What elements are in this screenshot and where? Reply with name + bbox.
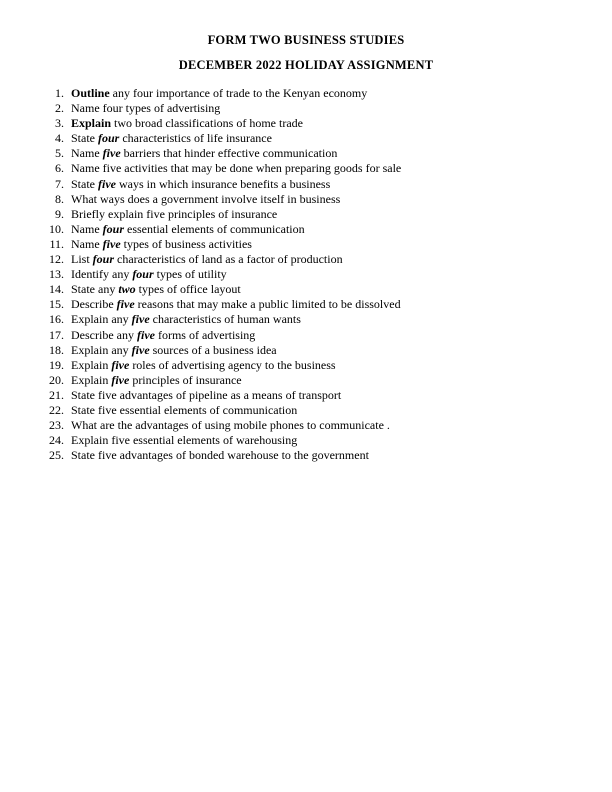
item-text: State five advantages of pipeline as a means of transport [71, 387, 342, 402]
item-number: 21. [49, 387, 64, 402]
item-text: Explain any five characteristics of human wants [71, 312, 301, 327]
item-text: List four characteristics of land as a factor of production [71, 252, 343, 267]
list-item [44, 116, 572, 131]
item-number: 18. [49, 342, 64, 357]
item-number: 14. [49, 282, 64, 297]
item-text: Name five barriers that hinder effective communication [71, 146, 338, 161]
list-item [44, 177, 572, 192]
item-text: Briefly explain five principles of insurance [71, 206, 278, 221]
item-text: Identify any four types of utility [71, 267, 227, 282]
list-item [44, 101, 572, 116]
item-text: State any two types of office layout [71, 282, 241, 297]
item-text: Name four types of advertising [71, 101, 221, 116]
item-text: Explain two broad classifications of home trade [71, 116, 303, 131]
item-text: Describe five reasons that may make a public limited to be dissolved [71, 297, 401, 312]
item-number: 7. [55, 176, 64, 191]
list-item [44, 222, 572, 237]
list-item [44, 448, 572, 463]
list-item [44, 86, 572, 101]
item-text: Describe any five forms of advertising [71, 327, 256, 342]
list-item [44, 433, 572, 448]
item-number: 20. [49, 372, 64, 387]
item-text: What are the advantages of using mobile phones to communicate . [71, 418, 390, 433]
list-item [44, 161, 572, 176]
item-text: State four characteristics of life insurance [71, 131, 272, 146]
item-number: 11. [49, 236, 64, 251]
list-item [44, 146, 572, 161]
item-number: 6. [55, 161, 64, 176]
item-text: Name five types of business activities [71, 236, 252, 251]
item-number: 4. [55, 131, 64, 146]
list-item [44, 237, 572, 252]
item-text: Explain any five sources of a business idea [71, 342, 277, 357]
document-subtitle: DECEMBER 2022 HOLIDAY ASSIGNMENT [178, 58, 434, 72]
list-item [44, 328, 572, 343]
item-number: 19. [49, 357, 64, 372]
item-number: 8. [55, 191, 64, 206]
list-item [44, 343, 572, 358]
list-item [44, 312, 572, 327]
item-number: 24. [49, 433, 64, 448]
list-item [44, 358, 572, 373]
item-text: Name four essential elements of communication [71, 221, 305, 236]
list-item [44, 267, 572, 282]
item-text: State five advantages of bonded warehouse to the government [71, 448, 369, 463]
item-text: Outline any four importance of trade to the Kenyan economy [71, 86, 368, 100]
list-item [44, 282, 572, 297]
list-item [44, 131, 572, 146]
item-number: 13. [49, 267, 64, 282]
item-number: 10. [49, 221, 64, 236]
list-item [44, 252, 572, 267]
question-list [40, 86, 572, 463]
item-text: Explain five roles of advertising agency to the business [71, 357, 336, 372]
list-item [44, 418, 572, 433]
item-text: Explain five essential elements of warehousing [71, 433, 298, 448]
item-number: 9. [55, 206, 64, 221]
item-text: State five essential elements of communication [71, 402, 298, 417]
item-number: 1. [55, 86, 64, 100]
list-item [44, 207, 572, 222]
list-item [44, 192, 572, 207]
item-text: Name five activities that may be done when preparing goods for sale [71, 161, 402, 176]
list-item [44, 297, 572, 312]
item-number: 3. [55, 116, 64, 131]
item-number: 2. [55, 101, 64, 116]
document-title: FORM TWO BUSINESS STUDIES [207, 33, 405, 47]
list-item [44, 388, 572, 403]
item-number: 15. [49, 297, 64, 312]
item-number: 25. [49, 448, 64, 463]
item-number: 22. [49, 402, 64, 417]
list-item [44, 403, 572, 418]
item-number: 23. [49, 418, 64, 433]
item-text: State five ways in which insurance benefits a business [71, 176, 331, 191]
item-number: 5. [55, 146, 64, 161]
item-number: 17. [49, 327, 64, 342]
item-text: What ways does a government involve itself in business [71, 191, 341, 206]
item-number: 16. [49, 312, 64, 327]
list-item [44, 373, 572, 388]
item-text: Explain five principles of insurance [71, 372, 242, 387]
item-number: 12. [49, 252, 64, 267]
